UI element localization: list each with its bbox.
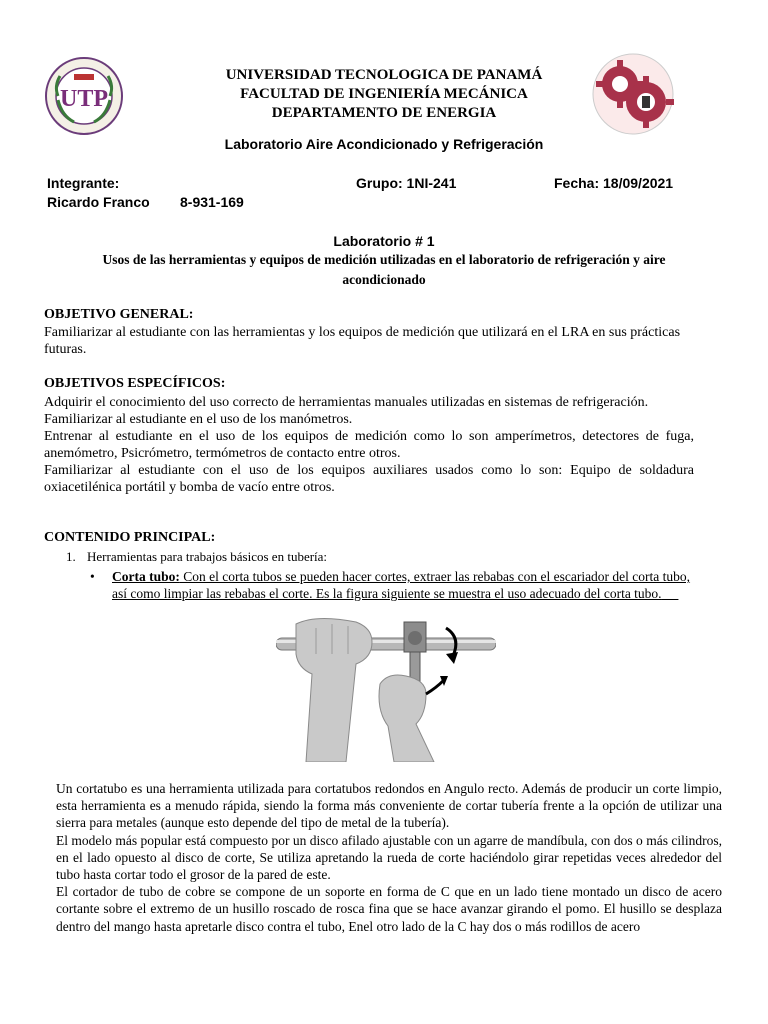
university-name: UNIVERSIDAD TECNOLOGICA DE PANAMÁ (225, 67, 543, 83)
objetivo-item: Familiarizar al estudiante en el uso de los manómetros. (44, 412, 353, 427)
department-name: DEPARTAMENTO DE ENERGIA (271, 105, 497, 121)
lab-number: Laboratorio # 1 (333, 233, 435, 249)
paragraph: El cortador de tubo de cobre se compone de un soporte en forma de C que en un lado tiene montado un disco de acero cortante sobre el extremo de un husillo roscado de rosca fina que se hace avanzar girando el pomo. El husillo se desplaza dentro del mango hasta apretarle disco contra el tubo, Enel otro lado de la C hay dos o más rodillos de acero (56, 884, 722, 934)
objetivo-item: Adquirir el conocimiento del uso correcto de herramientas manuales utilizadas en sistemas de refrigeración. (44, 395, 649, 410)
objetivo-general-text: Familiarizar al estudiante con las herramientas y los equipos de medición que utilizará en el LRA en sus prácticas futuras. (44, 325, 681, 357)
lab-subtitle-line2: acondicionado (342, 272, 426, 287)
objetivos-especificos-heading: OBJETIVOS ESPECÍFICOS: (44, 376, 226, 391)
paragraph: Un cortatubo es una herramienta utilizada para cortatubos redondos en Angulo recto. Además de producir un corte limpio, esta herramienta es a menudo rápida, siendo la forma más conveniente de cortar tubería frente a la opción de utilizar una sierra para metales (aunque esto depende del tipo de metal de la tubería). (56, 781, 722, 831)
student-name: Ricardo Franco (47, 194, 150, 210)
utp-logo-letters: UTP (60, 86, 108, 112)
paragraph: El modelo más popular está compuesto por un disco afilado ajustable con un agarre de mandíbula, con dos o más cilindros, en el lado opuesto al disco de corte, Se utiliza apretando la rueda de corte haciéndolo girar repetidas veces alrededor del tubo hasta cortar todo el grosor de la pared de este. (56, 832, 722, 883)
list-number: 1. (66, 549, 76, 564)
corta-tubo-text-2: así como limpiar las rebabas el corte. Es la figura siguiente se muestra el uso adecuado del corta tubo. (112, 586, 662, 601)
objetivo-item: Entrenar al estudiante en el uso de los equipos de medición como lo son amperímetros, detectores de fuga, anemómetro, Psicrómetro, termómetros de contacto entre otros. (44, 429, 694, 461)
corta-tubo-text-1: Con el corta tubos se pueden hacer cortes, extraer las rebabas con el escariador del corta tubo, (179, 569, 691, 584)
utp-logo (44, 56, 124, 136)
group-value: Grupo: 1NI-241 (356, 175, 457, 191)
contenido-heading: CONTENIDO PRINCIPAL: (44, 530, 216, 545)
date-value: Fecha: 18/09/2021 (554, 175, 674, 191)
student-id: 8-931-169 (180, 194, 244, 210)
corta-tubo-label: Corta tubo: (112, 569, 180, 584)
pipe-cutter-image (276, 614, 496, 762)
integrante-label: Integrante: (47, 175, 120, 191)
bullet-mark: • (90, 569, 95, 584)
objetivo-general-heading: OBJETIVO GENERAL: (44, 307, 194, 322)
list-item: Herramientas para trabajos básicos en tubería: (87, 549, 328, 564)
lab-subtitle-line1: Usos de las herramientas y equipos de medición utilizadas en el laboratorio de refrigeración y aire (102, 252, 666, 267)
lab-title: Laboratorio Aire Acondicionado y Refrigeración (224, 136, 544, 152)
faculty-name: FACULTAD DE INGENIERÍA MECÁNICA (240, 86, 528, 102)
objetivo-item: Familiarizar al estudiante con el uso de los equipos auxiliares usados como lo son: Equipo de soldadura oxiacetilénica portátil y bomba de vacío entre otros. (44, 463, 694, 495)
